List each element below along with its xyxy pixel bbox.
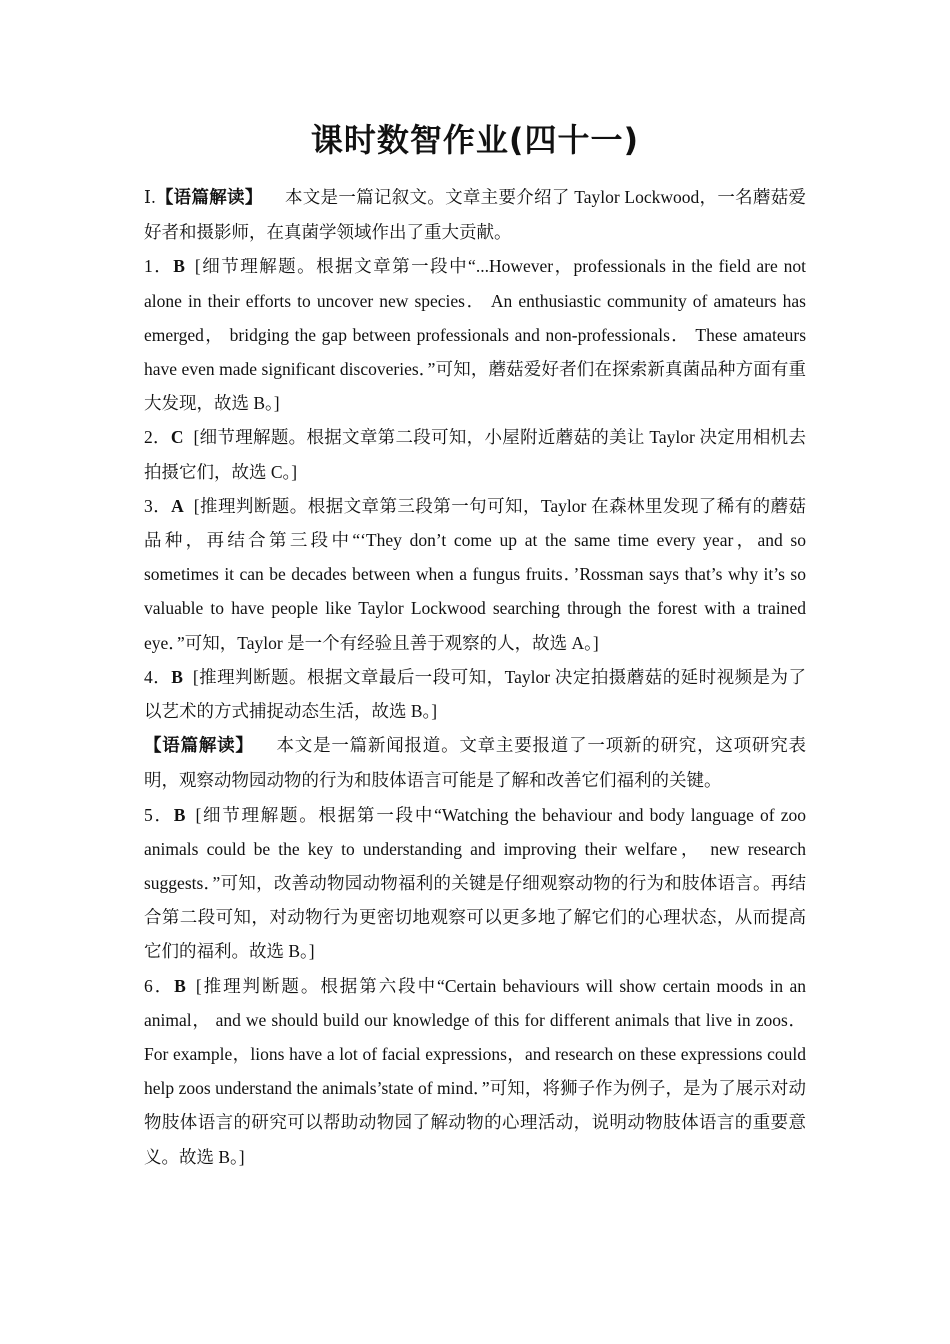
- item-number: 6．: [144, 975, 175, 996]
- answer-letter: B: [173, 804, 186, 825]
- explanation-text: [细节理解题。根据第一段中“Watching the behaviour and body language of zoo animals could be the key to understanding and improving their welfare， new research suggests．”可知，改善动物园动物福利的关键是仔细观察动物的行为和肢体语言。再结合第二段可知，对动物行为更密切地观察可以更多地了解它们的心理状态，从而提高它们的福利。故选 B。]: [144, 804, 806, 962]
- summary-text: 本文是一篇新闻报道。文章主要报道了一项新的研究，这项研究表明，观察动物园动物的行为和肢体语言可能是了解和改善它们福利的关键。: [144, 735, 807, 791]
- answer-item-1: [144, 249, 806, 420]
- answer-item-5: [144, 798, 806, 969]
- passage-summary-1: [144, 180, 806, 249]
- section-tag: 【语篇解读】: [144, 736, 254, 757]
- passage-summary-2: [144, 728, 806, 797]
- section-tag: 【语篇解读】: [155, 188, 263, 208]
- answer-item-6: [144, 969, 806, 1174]
- answer-item-4: [144, 660, 806, 728]
- explanation-text: [细节理解题。根据文章第一段中“...However，professionals in the field are not alone in their efforts to uncover new species． An enthusiastic community of amateurs has emerged， bridging the gap between professionals and non-professionals． These amateurs have even made significant discoveries．”可知，蘑菇爱好者们在探索新真菌品种方面有重大发现，故选 B。]: [144, 256, 806, 414]
- answer-item-3: [144, 489, 806, 660]
- answer-letter: A: [171, 495, 184, 516]
- document-page: [144, 118, 806, 1174]
- answer-item-2: [144, 420, 806, 488]
- item-number: 5．: [144, 804, 174, 825]
- summary-text: 本文是一篇记叙文。文章主要介绍了 Taylor Lockwood，一名蘑菇爱好者和摄影师，在真菌学领域作出了重大贡献。: [144, 187, 807, 243]
- explanation-text: [推理判断题。根据文章第三段第一句可知，Taylor 在森林里发现了稀有的蘑菇品种，再结合第三段中“‘They don’t come up at the same time every year，and so sometimes it can be decades between when a fungus fruits．’Rossman says that’s why it’s so valuable to have people like Taylor Lockwood searching through the forest with a trained eye．”可知，Taylor 是一个有经验且善于观察的人，故选 A。]: [144, 495, 806, 653]
- item-number: 1．: [144, 256, 174, 277]
- explanation-text: [推理判断题。根据文章最后一段可知，Taylor 决定拍摄蘑菇的延时视频是为了以艺术的方式捕捉动态生活，故选 B。]: [144, 666, 806, 722]
- answer-letter: C: [170, 427, 184, 448]
- item-number: 2．: [144, 427, 171, 448]
- item-number: 4．: [144, 666, 172, 687]
- item-number: 3．: [144, 495, 172, 516]
- explanation-text: [细节理解题。根据文章第二段可知，小屋附近蘑菇的美让 Taylor 决定用相机去拍摄它们，故选 C。]: [144, 427, 806, 482]
- answer-letter: B: [171, 666, 183, 687]
- answer-letter: B: [173, 256, 185, 277]
- explanation-text: [推理判断题。根据第六段中“Certain behaviours will show certain moods in an animal， and we should build our knowledge of this for different animals that live in zoos． For example，lions have a lot of facial expressions，and research on these expressions could help zoos understand the animals’state of mind．”可知，将狮子作为例子，是为了展示对动物肢体语言的研究可以帮助动物园了解动物的心理活动，说明动物肢体语言的重要意义。故选 B。]: [144, 975, 806, 1167]
- answer-letter: B: [174, 975, 186, 996]
- section-prefix: Ⅰ.: [144, 187, 156, 207]
- page-title: 课时数智作业(四十一): [310, 121, 640, 159]
